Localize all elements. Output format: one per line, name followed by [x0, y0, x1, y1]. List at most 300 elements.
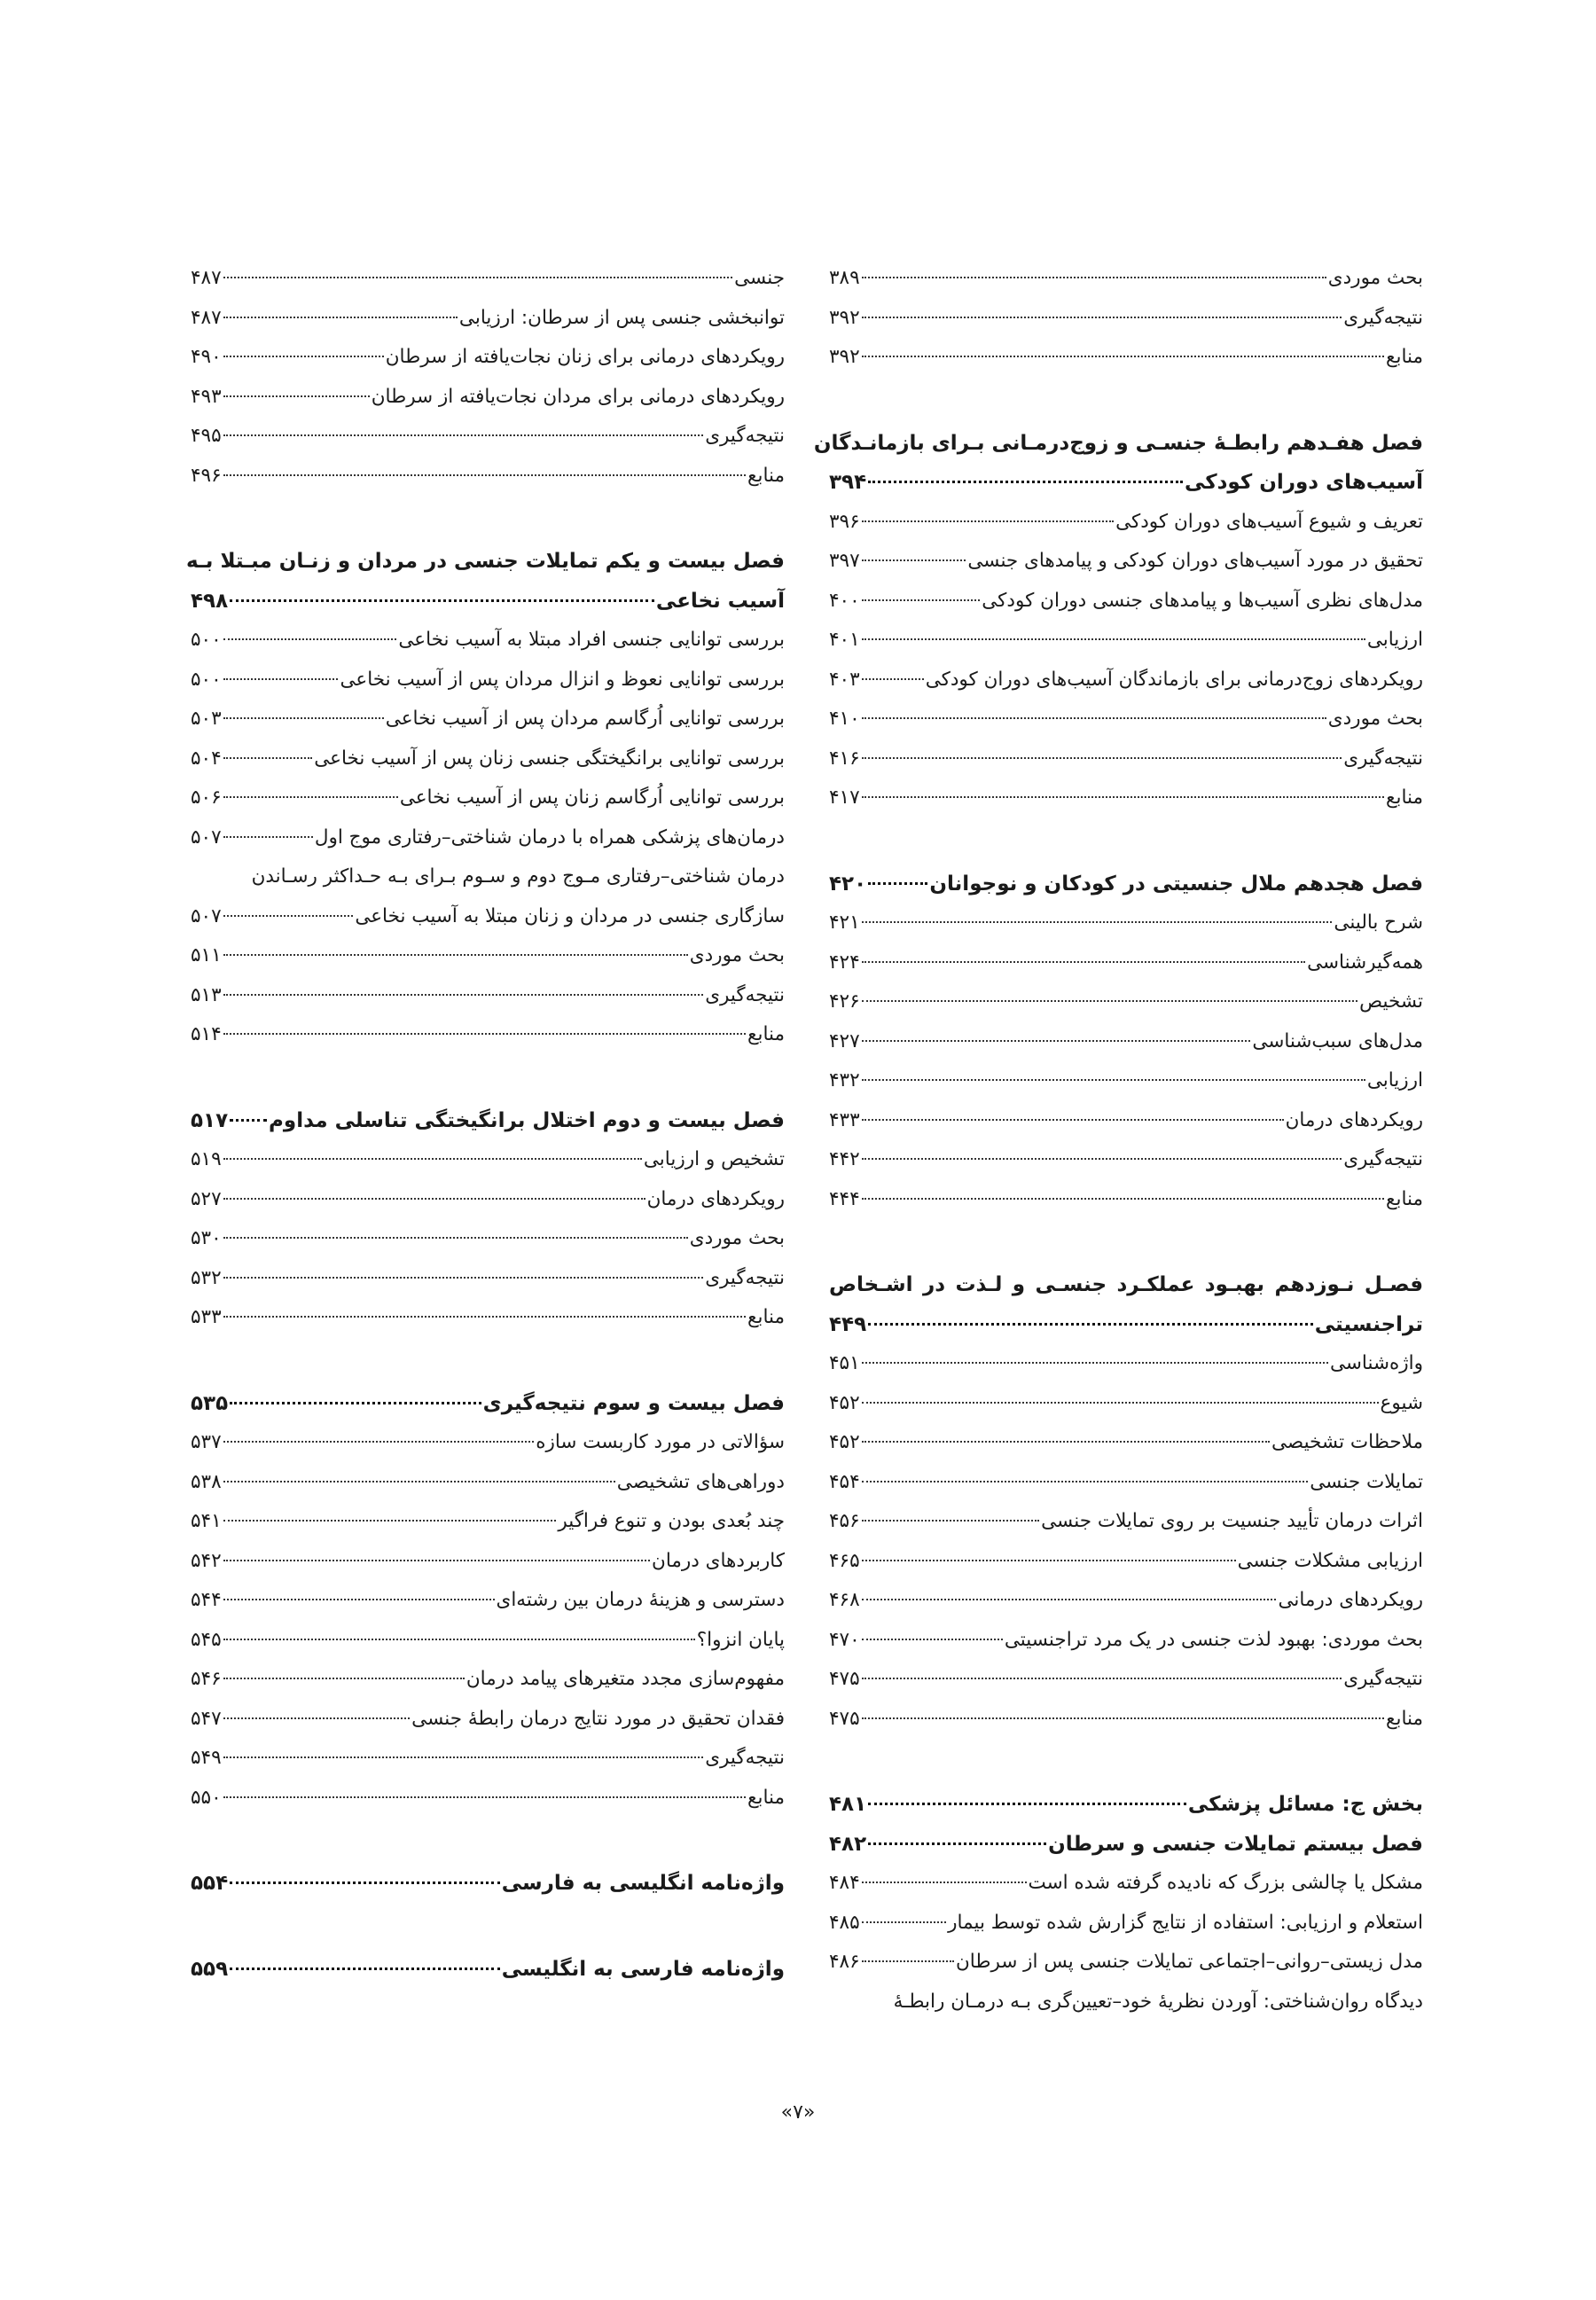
- toc-entry: [829, 1463, 1423, 1503]
- toc-entry: [829, 1384, 1423, 1424]
- toc-entry: [191, 457, 785, 497]
- entry-page: ۵۱۴: [191, 1023, 222, 1045]
- dot-leader: [223, 1796, 746, 1798]
- dot-leader: [223, 277, 732, 278]
- entry-title: سؤالاتی در مورد کاربست سازه: [536, 1431, 785, 1453]
- dot-leader: [223, 994, 704, 996]
- entry-title: تمایلات جنسی: [1310, 1470, 1423, 1493]
- chapter-page: ۴۴۹: [829, 1312, 867, 1336]
- entry-title: رویکردهای زوج‌درمانی برای بازماندگان آسیب‌های دوران کودکی: [925, 668, 1423, 691]
- entry-page: ۴۰۳: [829, 668, 860, 691]
- chapter-page: ۴۲۰: [829, 872, 867, 896]
- dot-leader: [223, 1316, 746, 1318]
- dot-leader: [862, 599, 981, 601]
- chapter-title-line: [191, 1101, 785, 1141]
- toc-entry: [829, 1621, 1423, 1661]
- toc-entry: [191, 700, 785, 739]
- entry-page: ۵۳۷: [191, 1431, 222, 1453]
- entry-page: ۴۱۰: [829, 708, 860, 730]
- chapter-page: ۴۹۸: [191, 589, 229, 613]
- entry-title: مدل‌های سبب‌شناسی: [1252, 1029, 1423, 1052]
- entry-title: درمان‌های پزشکی همراه با درمان شناختی–رفتاری موج اول: [314, 825, 785, 849]
- dot-leader: [223, 395, 370, 397]
- entry-page: ۴۳۲: [829, 1069, 860, 1091]
- toc-entry: [191, 1015, 785, 1055]
- entry-title: ارزیابی: [1366, 1069, 1423, 1091]
- toc-entry: [191, 1298, 785, 1338]
- dot-leader: [223, 1756, 704, 1758]
- entry-page: ۵۰۰: [191, 629, 222, 651]
- chapter-page: ۵۵۴: [191, 1872, 229, 1895]
- toc-entry: [191, 661, 785, 700]
- entry-page: ۴۸۷: [191, 267, 222, 289]
- entry-page: ۴۲۱: [829, 911, 860, 934]
- toc-entry: [829, 1904, 1423, 1944]
- dot-leader: [862, 1599, 1277, 1600]
- toc-entry: [829, 259, 1423, 299]
- entry-title: بررسی توانایی جنسی افراد مبتلا به آسیب نخاعی: [398, 629, 785, 651]
- entry-title: رویکردهای درمان: [646, 1187, 785, 1210]
- entry-title: بحث موردی: بهبود لذت جنسی در یک مرد تراجنسیتی: [1004, 1628, 1423, 1651]
- dot-leader: [223, 1599, 495, 1600]
- entry-title: بحث موردی: [1327, 708, 1423, 730]
- dot-leader: [223, 1717, 411, 1719]
- dot-leader: [223, 638, 397, 640]
- chapter-title: واژه‌نامه فارسی به انگلیسی: [501, 1957, 785, 1981]
- entry-title: بررسی توانایی برانگیختگی جنسی زنان پس از آسیب نخاعی: [314, 747, 785, 770]
- entry-title: تحقیق در مورد آسیب‌های دوران کودکی و پیامدهای جنسی: [967, 550, 1423, 572]
- entry-title: رویکردهای درمان: [1285, 1108, 1423, 1131]
- section-gap: [191, 1055, 785, 1101]
- entry-page: ۴۵۴: [829, 1470, 860, 1493]
- entry-title: تشخیص و ارزیابی: [643, 1148, 785, 1170]
- toc-entry: [829, 1022, 1423, 1062]
- entry-title: شیوع: [1380, 1391, 1423, 1414]
- chapter-page: ۵۱۷: [191, 1108, 229, 1132]
- entry-page: ۴۷۵: [829, 1668, 860, 1690]
- chapter-title: آسیب نخاعی: [655, 589, 785, 613]
- dot-leader: [862, 559, 966, 561]
- entry-page: ۵۰۶: [191, 786, 222, 809]
- dot-leader: [230, 599, 654, 602]
- entry-page: ۵۴۵: [191, 1628, 222, 1651]
- section-gap: [829, 818, 1423, 864]
- dot-leader: [868, 882, 927, 885]
- dot-leader: [868, 1842, 1046, 1845]
- dot-leader: [862, 961, 1305, 963]
- chapter-title-line: [829, 1785, 1423, 1825]
- toc-entry: [829, 904, 1423, 943]
- page-number: «۷»: [780, 2101, 816, 2124]
- entry-page: ۴۹۶: [191, 464, 222, 487]
- entry-page: ۴۹۳: [191, 385, 222, 408]
- chapter-page: ۳۹۴: [829, 471, 867, 494]
- toc-entry: [829, 1864, 1423, 1904]
- dot-leader: [223, 1520, 557, 1522]
- toc-entry: [829, 982, 1423, 1022]
- toc-entry: [191, 1660, 785, 1700]
- toc-entry: [191, 1502, 785, 1542]
- entry-page: ۳۹۲: [829, 306, 860, 329]
- entry-page: ۳۸۹: [829, 267, 860, 289]
- entry-title: بحث موردی: [689, 1227, 785, 1249]
- dot-leader: [223, 474, 746, 476]
- toc-entry: [191, 1180, 785, 1220]
- chapter-title: فصل هجدهم ملال جنسیتی در کودکان و نوجوانان: [929, 872, 1423, 896]
- entry-page: ۴۸۶: [829, 1951, 860, 1973]
- dot-leader: [862, 1000, 1357, 1002]
- dot-leader: [862, 277, 1326, 278]
- entry-page: ۴۹۰: [191, 346, 222, 368]
- toc-entry: [191, 1259, 785, 1299]
- entry-page: ۵۴۹: [191, 1747, 222, 1769]
- entry-page: ۵۲۷: [191, 1187, 222, 1210]
- dot-leader: [862, 520, 1114, 522]
- dot-leader: [223, 1560, 650, 1561]
- dot-leader: [223, 1198, 645, 1200]
- toc-entry: [191, 778, 785, 818]
- toc-entry: [829, 943, 1423, 983]
- entry-title: رویکردهای درمانی برای مردان نجات‌یافته از سرطان: [371, 385, 785, 408]
- dot-leader: [223, 434, 704, 436]
- toc-entry: [191, 1463, 785, 1503]
- chapter-heading: [191, 1864, 785, 1904]
- toc-entry: [191, 259, 785, 299]
- entry-page: ۵۳۲: [191, 1266, 222, 1289]
- chapter-heading: [829, 864, 1423, 904]
- dot-leader: [223, 678, 339, 680]
- entry-page: ۴۳۳: [829, 1108, 860, 1131]
- entry-title: کاربردهای درمان: [652, 1549, 785, 1572]
- entry-title: نتیجه‌گیری: [1343, 1148, 1423, 1170]
- entry-page: ۴۶۸: [829, 1589, 860, 1611]
- dot-leader: [862, 1441, 1270, 1443]
- dot-leader: [223, 757, 313, 759]
- dot-leader: [223, 1481, 615, 1482]
- chapter-heading: [829, 1265, 1423, 1344]
- toc-entry: [191, 417, 785, 457]
- chapter-title-line: [191, 1864, 785, 1904]
- toc-entry: [191, 1542, 785, 1582]
- chapter-heading: [813, 424, 1423, 503]
- dot-leader: [862, 1040, 1251, 1042]
- toc-entry: [829, 582, 1423, 622]
- dot-leader: [862, 1678, 1342, 1679]
- chapter-title: بخش ج: مسائل پزشکی: [1187, 1793, 1423, 1816]
- dot-leader: [230, 1119, 267, 1122]
- toc-entry: [829, 778, 1423, 818]
- dot-leader: [223, 1277, 704, 1279]
- toc-entry: [829, 1180, 1423, 1220]
- chapter-page: ۴۸۲: [829, 1832, 867, 1856]
- dot-leader: [862, 717, 1326, 719]
- entry-title: منابع: [1386, 346, 1423, 368]
- entry-title: ارزیابی: [1366, 629, 1423, 651]
- toc-entry: [829, 661, 1423, 700]
- toc-entry: [829, 621, 1423, 661]
- toc-left-column: [186, 259, 785, 1989]
- entry-title: نتیجه‌گیری: [705, 983, 785, 1006]
- toc-entry: [191, 818, 785, 858]
- entry-title: منابع: [1386, 786, 1423, 809]
- dot-leader: [862, 1921, 946, 1923]
- dot-leader: [223, 1237, 688, 1239]
- entry-page: ۵۴۴: [191, 1589, 222, 1611]
- dot-leader: [862, 356, 1384, 357]
- entry-page: ۴۸۴: [829, 1872, 860, 1894]
- toc-entry: [191, 1700, 785, 1740]
- entry-title: توانبخشی جنسی پس از سرطان: ارزیابی: [458, 306, 785, 329]
- chapter-title-line2: [191, 582, 785, 622]
- entry-title: پایان انزوا؟: [696, 1628, 785, 1651]
- entry-title: نتیجه‌گیری: [1343, 306, 1423, 329]
- section-gap: [829, 1219, 1423, 1265]
- dot-leader: [223, 1639, 695, 1640]
- toc-entry: [191, 299, 785, 339]
- toc-entry: [191, 1219, 785, 1259]
- toc-entry: [191, 1140, 785, 1180]
- toc-entry: [191, 1779, 785, 1819]
- entry-title: رویکردهای درمانی: [1278, 1589, 1423, 1611]
- dot-leader: [862, 1520, 1039, 1522]
- dot-leader: [223, 317, 458, 318]
- entry-page: ۵۰۳: [191, 708, 222, 730]
- section-gap: [191, 1904, 785, 1950]
- toc-entry: [191, 621, 785, 661]
- chapter-heading: [186, 542, 785, 621]
- entry-title: جنسی: [734, 267, 785, 289]
- entry-page: ۴۲۶: [829, 990, 860, 1013]
- dot-leader: [862, 1560, 1236, 1561]
- entry-title: منابع: [747, 1023, 785, 1045]
- entry-title: دوراهی‌های تشخیصی: [616, 1470, 785, 1493]
- dot-leader: [862, 1198, 1384, 1200]
- entry-page: ۵۰۰: [191, 668, 222, 691]
- entry-title: منابع: [747, 1786, 785, 1809]
- dot-leader: [868, 481, 1183, 483]
- entry-title: نتیجه‌گیری: [705, 425, 785, 447]
- entry-title: درمان شناختی–رفتاری مـوج دوم و سـوم بـرای بـه حـداکثر رسـاندن: [251, 865, 785, 888]
- dot-leader: [223, 1158, 642, 1160]
- entry-page: ۴۶۵: [829, 1549, 860, 1572]
- entry-page: ۵۳۸: [191, 1470, 222, 1493]
- toc-entry: [829, 1542, 1423, 1582]
- section-gap: [191, 1338, 785, 1384]
- entry-title: بررسی توانایی نعوظ و انزال مردان پس از آسیب نخاعی: [340, 668, 785, 691]
- entry-title: منابع: [747, 1306, 785, 1328]
- entry-title: منابع: [1386, 1187, 1423, 1210]
- toc-entry: [829, 739, 1423, 779]
- toc-entry: [191, 976, 785, 1016]
- entry-page: ۴۷۰: [829, 1628, 860, 1651]
- toc-entry-continued: [191, 857, 785, 897]
- entry-page: ۳۹۷: [829, 550, 860, 572]
- chapter-page: ۵۵۹: [191, 1957, 229, 1981]
- entry-page: ۴۵۲: [829, 1431, 860, 1453]
- entry-title: مدل‌های نظری آسیب‌ها و پیامدهای جنسی دوران کودکی: [982, 589, 1423, 612]
- dot-leader: [862, 638, 1365, 640]
- toc-entry: [191, 338, 785, 378]
- section-gap: [829, 1739, 1423, 1785]
- toc-entry: [191, 1581, 785, 1621]
- chapter-title-line2: [829, 463, 1423, 503]
- toc-entry: [191, 1621, 785, 1661]
- toc-entry: [829, 1140, 1423, 1180]
- entry-page: ۴۱۷: [829, 786, 860, 809]
- entry-page: ۵۱۹: [191, 1148, 222, 1170]
- chapter-page: ۴۸۱: [829, 1793, 867, 1816]
- entry-page: ۴۴۲: [829, 1148, 860, 1170]
- entry-title: بحث موردی: [1327, 267, 1423, 289]
- entry-page: ۵۴۶: [191, 1668, 222, 1690]
- chapter-heading: [191, 1101, 785, 1141]
- chapter-title: فصل بیست و دوم اختلال برانگیختگی تناسلی مداوم: [269, 1108, 785, 1132]
- entry-title: ملاحظات تشخیصی: [1271, 1431, 1423, 1453]
- chapter-title-line: [829, 1825, 1423, 1865]
- entry-title: نتیجه‌گیری: [705, 1266, 785, 1289]
- dot-leader: [223, 1441, 535, 1443]
- entry-title: واژه‌شناسی: [1330, 1352, 1423, 1374]
- dot-leader: [862, 1881, 1027, 1883]
- toc-entry: [829, 1660, 1423, 1700]
- entry-title: ارزیابی مشکلات جنسی: [1237, 1549, 1423, 1572]
- entry-page: ۵۳۳: [191, 1306, 222, 1328]
- entry-title: همه‌گیرشناسی: [1307, 951, 1423, 974]
- entry-title: بررسی توانایی اُرگاسم مردان پس از آسیب نخاعی: [385, 708, 785, 730]
- entry-page: ۴۰۰: [829, 589, 860, 612]
- dot-leader: [223, 1678, 465, 1679]
- entry-page: ۳۹۶: [829, 510, 860, 533]
- entry-title: فقدان تحقیق در مورد نتایج درمان رابطۀ جنسی: [411, 1707, 785, 1730]
- dot-leader: [230, 1968, 500, 1970]
- section-gap: [191, 1818, 785, 1864]
- dot-leader: [862, 1158, 1342, 1160]
- entry-page: ۵۰۷: [191, 904, 222, 927]
- toc-entry: [829, 1101, 1423, 1141]
- entry-page: ۴۲۷: [829, 1029, 860, 1052]
- toc-entry: [829, 1502, 1423, 1542]
- section-gap: [829, 378, 1423, 424]
- dot-leader: [862, 1717, 1384, 1719]
- toc-entry-continued: [829, 1983, 1423, 2022]
- entry-title: تشخیص: [1359, 990, 1423, 1013]
- entry-page: ۴۵۶: [829, 1510, 860, 1532]
- toc-entry: [829, 1943, 1423, 1983]
- toc-entry: [829, 1700, 1423, 1740]
- entry-title: چند بُعدی بودن و تنوع فراگیر: [558, 1510, 785, 1532]
- entry-title: استعلام و ارزیابی: استفاده از نتایج گزارش شده توسط بیمار: [948, 1911, 1423, 1934]
- dot-leader: [223, 836, 313, 838]
- entry-title: سازگاری جنسی در مردان و زنان مبتلا به آسیب نخاعی: [355, 904, 785, 927]
- dot-leader: [862, 1362, 1328, 1364]
- entry-title: بحث موردی: [689, 944, 785, 966]
- dot-leader: [223, 717, 384, 719]
- toc-entry: [829, 700, 1423, 739]
- dot-leader: [862, 1481, 1309, 1482]
- chapter-heading: [829, 1825, 1423, 1865]
- dot-leader: [862, 1960, 954, 1962]
- toc-entry: [829, 1581, 1423, 1621]
- dot-leader: [862, 796, 1384, 798]
- toc-entry: [829, 338, 1423, 378]
- entry-page: ۵۳۰: [191, 1227, 222, 1249]
- entry-title: منابع: [747, 464, 785, 487]
- entry-title: نتیجه‌گیری: [1343, 747, 1423, 770]
- chapter-title: تراجنسیتی: [1314, 1312, 1423, 1336]
- chapter-title: واژه‌نامه انگلیسی به فارسی: [501, 1872, 785, 1895]
- chapter-title-line: [191, 1950, 785, 1990]
- entry-title: نتیجه‌گیری: [705, 1747, 785, 1769]
- entry-title: مفهوم‌سازی مجدد متغیرهای پیامد درمان: [466, 1668, 785, 1690]
- entry-page: ۵۴۱: [191, 1510, 222, 1532]
- dot-leader: [868, 1323, 1313, 1326]
- chapter-title-line1: فصل هفـدهم رابطـۀ جنسـی و زوج‌درمـانی بـرای بازمانـدگان: [813, 431, 1423, 455]
- toc-entry: [191, 739, 785, 779]
- dot-leader: [862, 1402, 1379, 1404]
- entry-title: شرح بالینی: [1334, 911, 1423, 934]
- entry-page: ۴۲۴: [829, 951, 860, 974]
- entry-page: ۴۹۵: [191, 425, 222, 447]
- toc-entry: [191, 1739, 785, 1779]
- dot-leader: [862, 1119, 1284, 1121]
- entry-page: ۴۸۷: [191, 306, 222, 329]
- toc-entry: [191, 378, 785, 418]
- toc-entry: [191, 1423, 785, 1463]
- entry-page: ۴۱۶: [829, 747, 860, 770]
- chapter-heading: [829, 1785, 1423, 1825]
- entry-page: ۴۵۱: [829, 1352, 860, 1374]
- toc-entry: [829, 542, 1423, 582]
- toc-entry: [829, 1423, 1423, 1463]
- entry-page: ۴۵۲: [829, 1391, 860, 1414]
- dot-leader: [223, 954, 688, 956]
- dot-leader: [862, 921, 1333, 923]
- toc-entry: [829, 1061, 1423, 1101]
- dot-leader: [868, 1803, 1186, 1805]
- entry-page: ۵۴۲: [191, 1549, 222, 1572]
- entry-page: ۵۱۱: [191, 944, 222, 966]
- entry-page: ۵۱۳: [191, 983, 222, 1006]
- chapter-title: فصل بیستم تمایلات جنسی و سرطان: [1048, 1832, 1423, 1856]
- chapter-title: فصل بیست و سوم نتیجه‌گیری: [482, 1391, 785, 1415]
- dot-leader: [862, 317, 1342, 318]
- toc-entry: [829, 503, 1423, 543]
- chapter-heading: [191, 1950, 785, 1990]
- chapter-title-line1: فصل بیست و یکم تمایلات جنسی در مردان و زنـان مبـتلا بـه: [186, 550, 785, 573]
- entry-title: اثرات درمان تأیید جنسیت بر روی تمایلات جنسی: [1041, 1510, 1423, 1532]
- entry-title: دسترسی و هزینۀ درمان بین رشته‌ای: [496, 1589, 785, 1611]
- entry-title: منابع: [1386, 1707, 1423, 1730]
- chapter-heading: [191, 1384, 785, 1424]
- entry-page: ۴۰۱: [829, 629, 860, 651]
- entry-title: مشکل یا چالشی بزرگ که نادیده گرفته شده است: [1028, 1872, 1423, 1894]
- toc-right-column: [813, 259, 1423, 2022]
- dot-leader: [223, 915, 354, 917]
- toc-entry: [829, 1344, 1423, 1384]
- chapter-title: آسیب‌های دوران کودکی: [1184, 471, 1423, 494]
- dot-leader: [862, 757, 1342, 759]
- entry-page: ۴۸۵: [829, 1911, 860, 1934]
- chapter-title-line: [191, 1384, 785, 1424]
- entry-title: مدل زیستی–روانی–اجتماعی تمایلات جنسی پس از سرطان: [956, 1951, 1423, 1973]
- dot-leader: [223, 356, 384, 357]
- dot-leader: [862, 678, 924, 680]
- chapter-title-line2: [829, 1305, 1423, 1345]
- entry-page: ۴۴۴: [829, 1187, 860, 1210]
- chapter-title-line: [829, 864, 1423, 904]
- toc-entry: [829, 299, 1423, 339]
- dot-leader: [862, 1639, 1003, 1640]
